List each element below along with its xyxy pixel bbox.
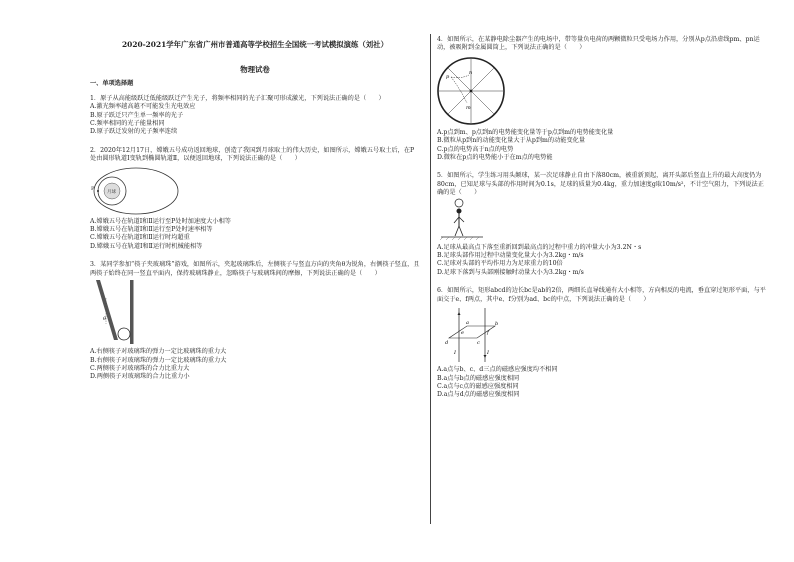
- current-arrow-up: [458, 312, 461, 315]
- option-d: D.两侧筷子对玻璃珠的合力比重力小: [90, 373, 190, 381]
- student-head: [457, 208, 462, 213]
- section-heading: 一、单项选择题: [90, 80, 134, 88]
- heading-ball-figure: [437, 198, 767, 244]
- question-stem: 1．原子从高能级跃迁低能级跃迁产生光子，将频率相同的光子汇聚可形成激光，下列说法正确的是（ ）: [90, 94, 385, 102]
- option-a: A.嫦娥五号在轨道Ⅰ和Ⅱ运行至P处时加速度大小相等: [90, 217, 231, 225]
- parallel-wires-diagram: [437, 304, 517, 366]
- point-p: [97, 190, 99, 192]
- option-c: C.足球对头部的平均作用力为足球重力的10倍: [437, 260, 563, 268]
- column-divider: [430, 34, 431, 524]
- theta-label: θ: [103, 316, 107, 323]
- current-label-left: I: [454, 350, 456, 357]
- question-1: [90, 95, 420, 137]
- question-stem: 4．如图所示，在某静电除尘器产生的电场中，带等量负电荷的两颗微粒只受电场力作用，分别从p点沿虚线pm、pn运动，被吸附到金属圆筒上，下列说法正确的是（ ）: [437, 36, 760, 52]
- option-c: C.两侧筷子对玻璃珠的合力比重力大: [90, 364, 190, 372]
- option-d: D.嫦娥五号在轨道Ⅰ和Ⅱ运行时机械能相等: [90, 242, 203, 250]
- question-6: [437, 287, 767, 399]
- option-c: C.a点与c点的磁感应强度相同: [437, 382, 519, 390]
- question-stem: 3．某同学参加“筷子夹玻璃珠”游戏，如图所示，夹起玻璃珠后，左侧筷子与竖直方向的夹角θ为锐角，右侧筷子竖直，且两筷子始终在同一竖直平面内，保持玻璃珠静止，忽略筷子与玻璃珠间的摩擦，下列说法正确的是（ ）: [90, 261, 420, 277]
- question-stem: 5．如图所示，学生练习用头颠球，某一次足球静止自由下落80cm，被重新顶起，离开头部后竖直上升的最大高度仍为80cm，已知足球与头部的作用时间为0.1s，足球的质量为0.4kg，重力加速度g取10m/s²，不计空气阻力，下列说法正确的是（ ）: [437, 172, 764, 197]
- option-b: B.微粒从p到n的动能变化量大于从p到m的动能变化量: [437, 137, 586, 145]
- option-c: C.嫦娥五号在轨道Ⅰ和Ⅱ运行时均超重: [90, 234, 190, 242]
- b-label: b: [495, 321, 499, 328]
- exam-subject: 物理试卷: [240, 65, 270, 74]
- path-pn: [451, 75, 469, 78]
- right-column: [437, 36, 767, 400]
- right-chopstick: [130, 280, 134, 344]
- option-d: D.a点与d点的磁感应强度相同: [437, 391, 520, 399]
- glass-bead: [118, 328, 130, 340]
- ground-hatch: [440, 237, 479, 240]
- option-d: D.足球下落到与头部刚接触时动量大小为3.2kg・m/s: [437, 268, 584, 276]
- ball-icon: [455, 199, 463, 207]
- chopsticks-diagram: [90, 278, 150, 348]
- option-b: B.原子跃迁只产生单一频率的光子: [90, 111, 184, 119]
- e-label: e: [461, 330, 464, 337]
- orbit-figure: [90, 164, 420, 218]
- question-3: [90, 261, 420, 381]
- question-2: [90, 147, 420, 251]
- electric-field-figure: [437, 53, 767, 129]
- option-a: A.a点与b、c、d三点的磁感应强度均不相同: [437, 366, 558, 374]
- moon-label: 月球: [107, 189, 116, 195]
- d-label: d: [445, 340, 449, 347]
- path-pm: [451, 77, 467, 103]
- option-c: C.p点的电势高于n点的电势: [437, 145, 514, 153]
- p-label: p: [446, 73, 450, 80]
- central-electrode: [470, 89, 473, 92]
- question-stem: 6．如图所示，矩形abcd的边长bc是ab的2倍，两细长直导线通有大小相等，方向相反的电流，垂直穿过矩形平面，与平面交于e、f两点，其中e、f分别为ad、bc的中点，下列说法正确的是（ ）: [437, 287, 766, 303]
- option-d: D.原子跃迁发射的光子频率连续: [90, 128, 178, 136]
- option-a: A.p点到m、p点到n的电势能变化量等于p点到m的电势能变化量: [437, 128, 614, 136]
- option-c: C.频率相同的光子能量相同: [90, 120, 165, 128]
- m-label: m: [466, 104, 471, 111]
- wires-figure: [437, 304, 767, 366]
- electric-field-diagram: [437, 53, 527, 129]
- option-b: B.右侧筷子对玻璃珠的弹力一定比玻璃珠的重力大: [90, 356, 227, 364]
- option-a: A.右侧筷子对玻璃珠的弹力一定比玻璃珠的重力大: [90, 348, 227, 356]
- chopsticks-figure: [90, 278, 420, 348]
- question-4: [437, 36, 767, 162]
- left-column: [90, 40, 420, 382]
- student-heading-ball-diagram: [437, 198, 487, 244]
- current-label-right: I: [487, 350, 489, 357]
- left-chopstick: [96, 280, 118, 340]
- option-b: B.a点与b点的磁感应强度相同: [437, 374, 520, 382]
- option-a: A.激光频率越高越不可能发生光电效应: [90, 103, 196, 111]
- option-b: B.嫦娥五号在轨道Ⅰ和Ⅱ运行至P处时速率相等: [90, 226, 213, 234]
- option-d: D.微粒在p点的电势能小于在m点的电势能: [437, 154, 553, 162]
- f-label: f: [487, 330, 489, 337]
- option-b: B.足球头部作用过程中动量变化量大小为3.2kg・m/s: [437, 252, 584, 260]
- orbit-diagram: [90, 164, 190, 218]
- option-a: A.足球从最高点下落至重新回到最高点的过程中重力的冲量大小为3.2N・s: [437, 243, 642, 251]
- p-label: P: [91, 185, 95, 192]
- a-label: a: [466, 320, 469, 327]
- question-5: [437, 172, 767, 277]
- question-stem: 2．2020年12月17日，嫦娥五号成功返回地球，创造了我国到月球取土的伟大历史，如图所示，嫦娥五号取土后，在P处由圆形轨道Ⅰ变轨到椭圆轨道Ⅱ，以便返回地球，下列说法正确的是（ ）: [90, 146, 415, 163]
- exam-title: 2020-2021学年广东省广州市普通高等学校招生全国统一考试模拟演练（刘社）: [122, 40, 388, 49]
- c-label: c: [477, 340, 480, 347]
- n-label: n: [469, 69, 473, 76]
